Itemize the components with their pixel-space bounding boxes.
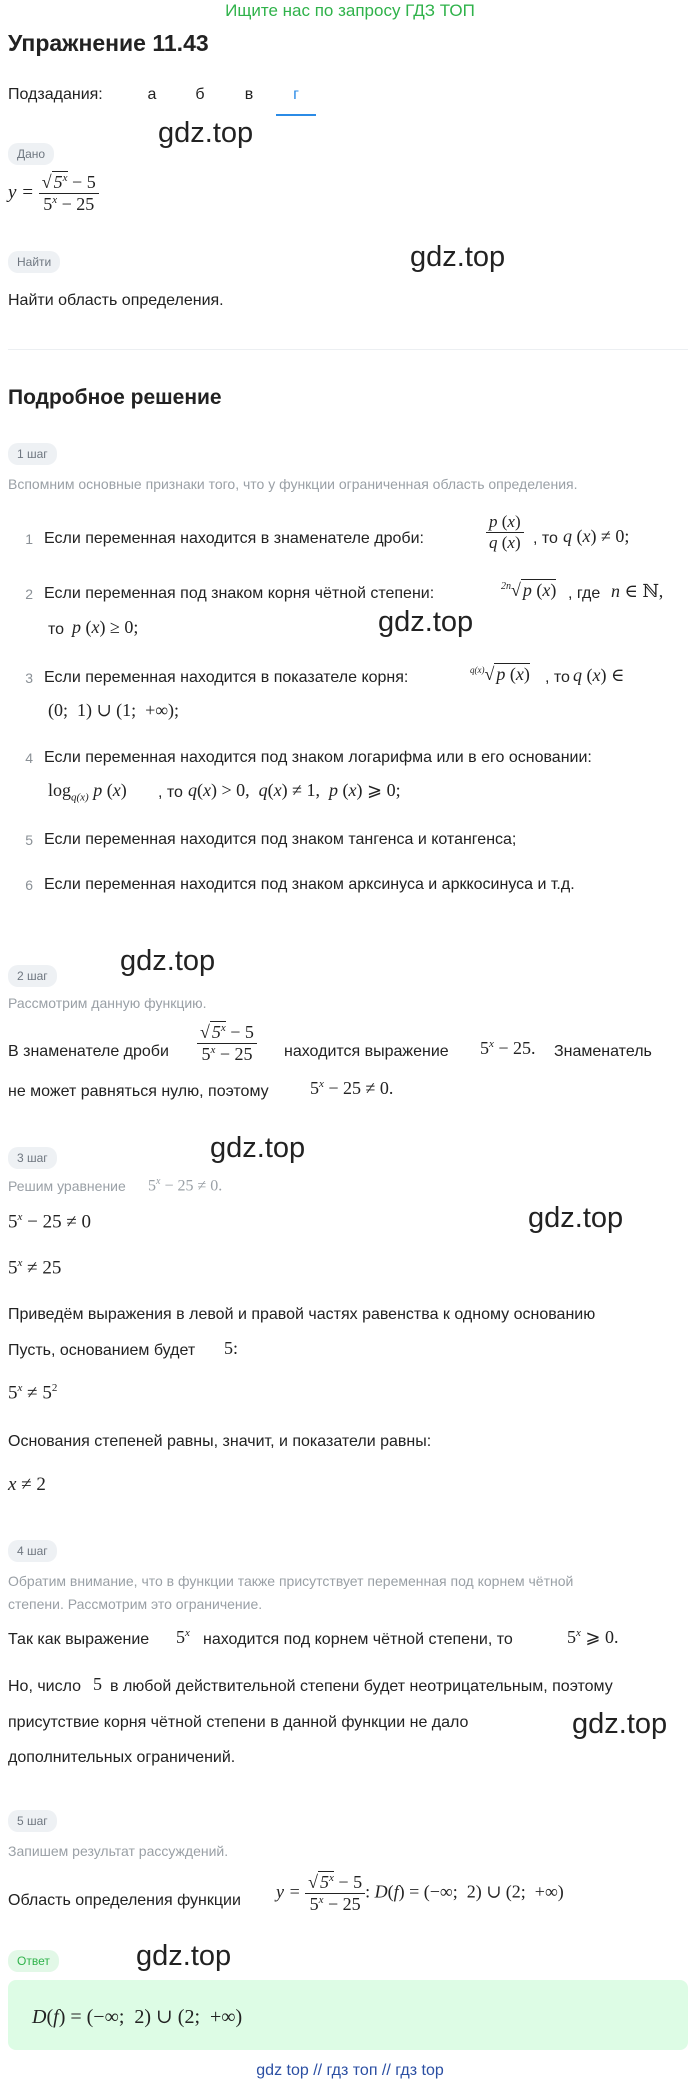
equation: $5^x \ne 5^2$ — [8, 1382, 58, 1404]
subtab-a[interactable]: а — [147, 86, 157, 103]
given-formula: y = $\frac{√ 5^x - 5}{5^x - 25}$ — [8, 172, 99, 215]
denominator-expression: 5$^x$ − 25. — [480, 1038, 536, 1058]
condition: 5$^x$ ⩾ 0. — [567, 1627, 619, 1647]
condition: q (x) ∈ — [573, 665, 625, 685]
find-text: Найти область определения. — [8, 292, 224, 309]
list-item-text: Если переменная находится под знаком арксинуса и арккосинуса и т.д. — [44, 876, 575, 893]
list-item-after: , то — [545, 669, 570, 686]
watermark: gdz.top — [378, 606, 474, 638]
number: 5 — [93, 1674, 102, 1694]
step5-hint: Запишем результат рассуждений. — [8, 1843, 229, 1859]
page-title: Упражнение 11.43 — [8, 30, 209, 56]
domain-formula: y = $\frac{√ 5^x - 5}{5^x - 25}$ : D(f) = (−∞; 2) ∪ (2; +∞) — [276, 1872, 564, 1914]
step2-hint: Рассмотрим данную функцию. — [8, 995, 207, 1011]
base-number: 5: — [224, 1338, 239, 1358]
answer-badge: Ответ — [8, 1950, 59, 1972]
step3-text: Основания степеней равны, значит, и показатели равны: — [8, 1433, 432, 1450]
equation: x ≠ 2 — [8, 1474, 46, 1495]
step3-text: Пусть, основанием будет — [8, 1342, 196, 1359]
equation: 5$^x$ − 25 ≠ 0 — [8, 1211, 92, 1233]
step4-text: Но, число — [8, 1678, 82, 1695]
watermark: gdz.top — [120, 945, 216, 977]
condition: 5$^x$ − 25 ≠ 0. — [310, 1078, 394, 1098]
step5-badge: 5 шаг — [8, 1810, 57, 1832]
given-fraction: $\frac{√ 5^x - 5}{5^x - 25}$ — [197, 1022, 257, 1065]
find-badge: Найти — [8, 251, 60, 273]
even-root: $^{2n}$√ p (x) — [501, 580, 557, 600]
fraction-pq: $\frac{p (x)}{q (x)}$ — [486, 512, 524, 553]
condition: p (x) ≥ 0; — [72, 617, 139, 637]
step2-text: находится выражение — [284, 1043, 449, 1060]
answer-formula: D(f) = (−∞; 2) ∪ (2; +∞) — [32, 2006, 243, 2028]
step2-text: не может равняться нулю, поэтому — [8, 1083, 269, 1100]
list-item-cont: то — [48, 621, 65, 638]
subtab-g[interactable]: г — [276, 86, 316, 116]
step4-text: присутствие корня чётной степени в данной функции не дало — [8, 1714, 469, 1731]
condition: q(x) > 0, q(x) ≠ 1, p (x) ⩾ 0; — [188, 780, 401, 800]
list-number: 3 — [25, 670, 33, 686]
step4-text: находится под корнем чётной степени, то — [203, 1631, 513, 1648]
list-item-text: Если переменная находится под знаком логарифма или в его основании: — [44, 749, 592, 766]
watermark: gdz.top — [210, 1132, 306, 1164]
equation: 5$^x$ ≠ 25 — [8, 1257, 62, 1279]
step4-hint: степени. Рассмотрим это ограничение. — [8, 1596, 263, 1612]
list-number: 1 — [25, 531, 33, 547]
list-number: 4 — [25, 750, 33, 766]
subtab-b[interactable]: б — [195, 86, 205, 103]
section-divider — [8, 349, 688, 350]
list-item-text: Если переменная находится в показателе корня: — [44, 669, 409, 686]
condition: n ∈ ℕ, — [611, 581, 664, 601]
condition: q (x) ≠ 0; — [563, 526, 630, 546]
step3-text: Приведём выражения в левой и правой частях равенства к одному основанию — [8, 1306, 596, 1323]
solution-heading: Подробное решение — [8, 386, 222, 409]
watermark: gdz.top — [410, 241, 506, 273]
list-number: 2 — [25, 586, 33, 602]
watermark: gdz.top — [528, 1202, 624, 1234]
promo-banner[interactable]: Ищите нас по запросу ГДЗ ТОП — [225, 1, 475, 20]
expression: 5$^x$ — [176, 1627, 190, 1647]
given-badge: Дано — [8, 143, 54, 165]
footer-links[interactable]: gdz top // гдз топ // гдз top — [256, 2062, 444, 2079]
root-index-q: $^{q(x)}$√ p (x) — [470, 664, 530, 684]
step4-hint: Обратим внимание, что в функции также присутствует переменная под корнем чётной — [8, 1573, 574, 1589]
list-item-text: Если переменная находится под знаком тангенса и котангенса; — [44, 831, 517, 848]
list-item-text: Если переменная под знаком корня чётной степени: — [44, 585, 435, 602]
list-item-after: , то — [533, 530, 558, 547]
step2-text: Знаменатель — [554, 1043, 652, 1060]
list-item-after: , где — [568, 585, 601, 602]
log-expression: $\log_{q(x)} p$ (x) — [48, 780, 127, 804]
step3-hint: Решим уравнение — [8, 1178, 126, 1194]
watermark: gdz.top — [572, 1708, 668, 1740]
subtasks-label: Подзадания: — [8, 86, 103, 103]
step4-text: дополнительных ограничений. — [8, 1749, 236, 1766]
step4-text: Так как выражение — [8, 1631, 150, 1648]
subtab-v[interactable]: в — [244, 86, 254, 103]
step3-badge: 3 шаг — [8, 1147, 57, 1169]
list-item-after: , то — [158, 784, 183, 801]
step5-text: Область определения функции — [8, 1892, 241, 1909]
list-number: 6 — [25, 877, 33, 893]
list-item-text: Если переменная находится в знаменателе дроби: — [44, 530, 424, 547]
condition: (0; 1) ∪ (1; +∞); — [48, 700, 180, 720]
list-number: 5 — [25, 832, 33, 848]
step2-text: В знаменателе дроби — [8, 1043, 169, 1060]
step3-hint-math: 5$^x$ − 25 ≠ 0. — [148, 1176, 223, 1195]
watermark: gdz.top — [158, 117, 254, 149]
step1-hint: Вспомним основные признаки того, что у функции ограниченная область определения. — [8, 476, 578, 492]
step4-badge: 4 шаг — [8, 1540, 57, 1562]
step2-badge: 2 шаг — [8, 965, 57, 987]
watermark: gdz.top — [136, 1940, 232, 1972]
step1-badge: 1 шаг — [8, 443, 57, 465]
step4-text: в любой действительной степени будет неотрицательным, поэтому — [110, 1678, 613, 1695]
